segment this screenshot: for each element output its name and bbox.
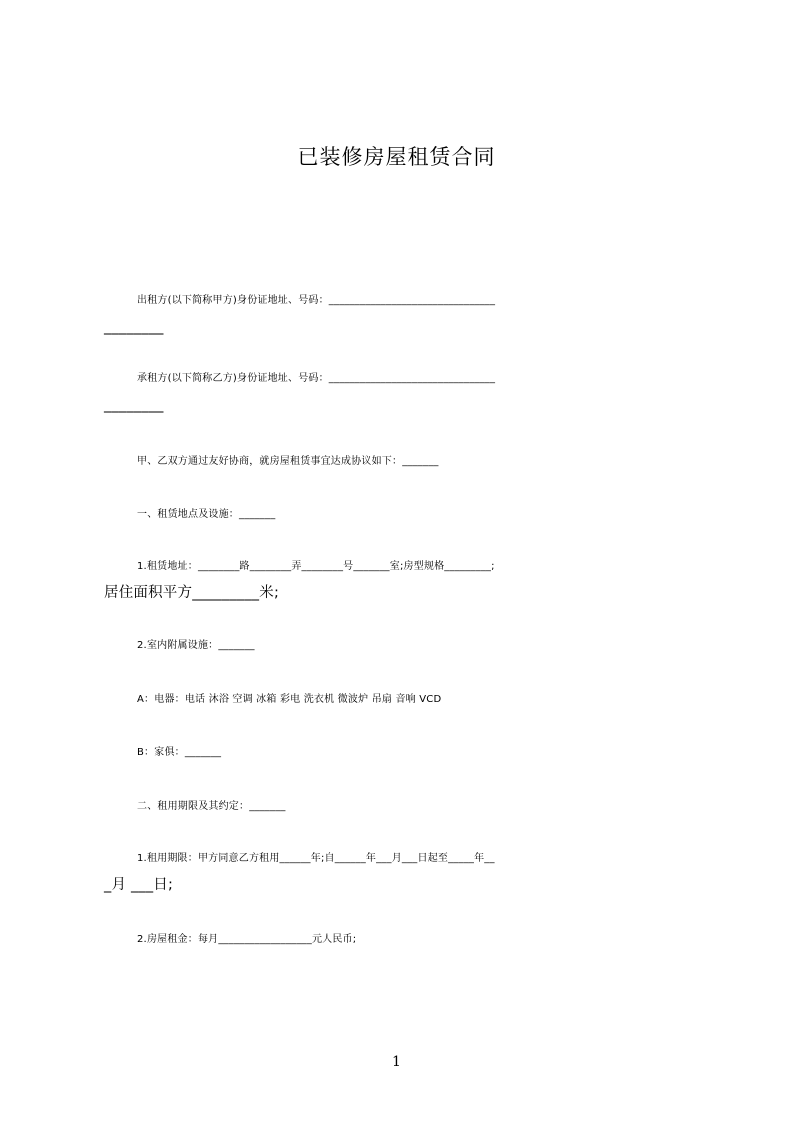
furniture-line: B：家俱：_______ — [137, 747, 222, 758]
appliances-line: A：电器：电话 沐浴 空调 冰箱 彩电 洗衣机 微波炉 吊扇 音响 VCD — [137, 694, 442, 705]
agreement-paragraph — [104, 449, 704, 475]
agreement-line: 甲、乙双方通过友好协商，就房屋租赁事宜达成协议如下：_______ — [137, 456, 439, 467]
section-one-heading — [104, 502, 704, 528]
lessee-paragraph — [104, 366, 704, 418]
page-number: 1 — [392, 1054, 401, 1070]
rental-address-line-1: 1.租赁地址：________路________弄________号_______室;房型规格_________; — [137, 561, 495, 572]
lessee-line-1: 承租方(以下简称乙方)身份证地址、号码：________________________________ — [137, 373, 496, 384]
furniture-paragraph — [104, 740, 704, 766]
lessor-paragraph — [104, 288, 704, 340]
lease-term-line-1: 1.租用期限：甲方同意乙方租用______年;自______年___月___日起至_____年__ — [137, 853, 495, 864]
lessor-line-2: ________ — [104, 319, 164, 335]
section-two-heading — [104, 794, 704, 820]
section-one-line: 一、租赁地点及设施：_______ — [137, 509, 276, 520]
rental-address-line-2: 居住面积平方_________米; — [104, 585, 280, 601]
facilities-paragraph — [104, 633, 704, 659]
lease-term-line-2: _月 ___日; — [104, 877, 174, 893]
rent-line: 2.房屋租金：每月__________________元人民币; — [137, 934, 357, 945]
rent-paragraph — [104, 927, 704, 953]
section-two-line: 二、租用期限及其约定：_______ — [137, 801, 286, 812]
lease-term-paragraph — [104, 846, 704, 898]
appliances-paragraph — [104, 687, 704, 713]
facilities-line: 2.室内附属设施：_______ — [137, 640, 255, 651]
lessee-line-2: ________ — [104, 397, 164, 413]
rental-address-paragraph — [104, 554, 704, 606]
document-title: 已装修房屋租赁合同 — [297, 145, 496, 169]
lessor-line-1: 出租方(以下简称甲方)身份证地址、号码：________________________________ — [137, 295, 496, 306]
